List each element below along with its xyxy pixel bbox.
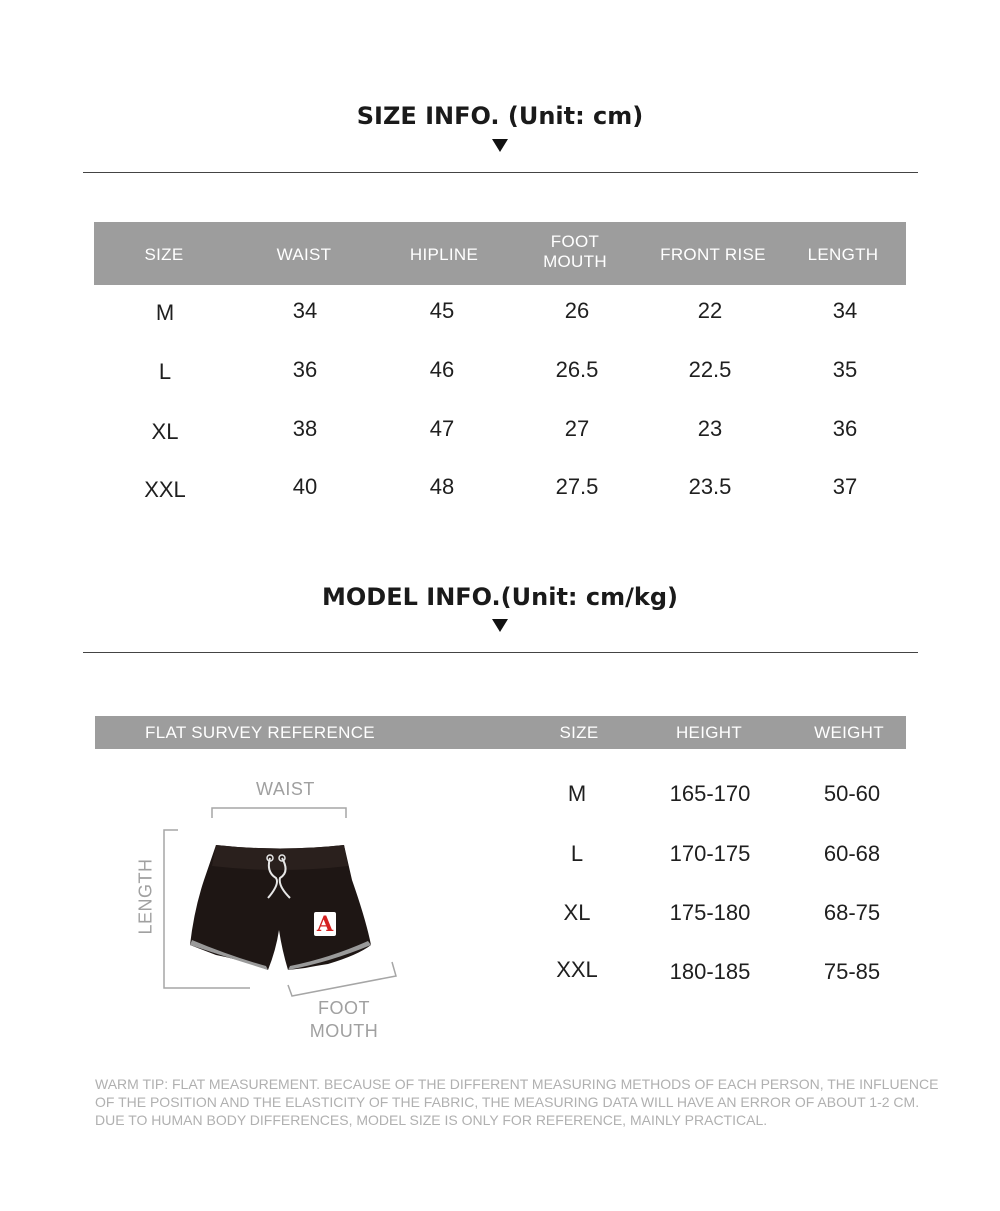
col-height: HEIGHT [675,723,743,742]
front-rise-cell: 22 [697,298,723,323]
height-cell: 180-185 [669,959,751,984]
size-divider [83,172,918,173]
col-foot-mouth: FOOT MOUTH [543,232,607,271]
model-size-cell: XL [563,900,591,925]
length-cell: 34 [832,298,858,323]
height-cell: 175-180 [669,900,751,925]
model-divider [83,652,918,653]
model-table-header [95,716,906,749]
flat-survey-reference-label: FLAT SURVEY REFERENCE [145,723,375,742]
mouth-label: MOUTH [309,1021,379,1041]
weight-cell: 60-68 [823,841,881,866]
weight-cell: 75-85 [823,959,881,984]
foot-mouth-cell: 26 [564,298,590,323]
warm-tip [95,1075,939,1129]
foot-mouth-cell: 27 [564,416,590,441]
front-rise-cell: 23.5 [688,474,732,499]
model-size-cell: L [570,841,584,866]
warm-tip-line: DUE TO HUMAN BODY DIFFERENCES, MODEL SIZE IS ONLY FOR REFERENCE, MAINLY PRACTICAL. [95,1112,768,1128]
front-rise-cell: 22.5 [688,357,732,382]
warm-tip-line: WARM TIP: FLAT MEASUREMENT. BECAUSE OF THE DIFFERENT MEASURING METHODS OF EACH PERSON, THE INFLUENCE [95,1076,939,1092]
down-triangle-icon [492,139,508,152]
hipline-cell: 48 [429,474,455,499]
length-cell: 35 [832,357,858,382]
shorts-illustration [130,770,420,1060]
down-triangle-icon [492,619,508,632]
hipline-cell: 46 [429,357,455,382]
size-table-header [94,222,906,285]
hipline-cell: 47 [429,416,455,441]
weight-cell: 68-75 [823,900,881,925]
hipline-cell: 45 [429,298,455,323]
waist-cell: 40 [292,474,318,499]
foot-mouth-cell: 26.5 [555,357,599,382]
warm-tip-line: OF THE POSITION AND THE ELASTICITY OF THE FABRIC, THE MEASURING DATA WILL HAVE AN ERROR OF ABOUT 1-2 CM. [95,1094,920,1110]
shorts-measurement-diagram [130,770,420,1060]
logo-letter: A [316,911,334,936]
logo-patch [314,912,336,936]
col-front-rise: FRONT RISE [660,245,766,264]
model-size-cell: M [567,781,587,806]
size-info-title: SIZE INFO. (Unit: cm) [356,102,644,130]
front-rise-cell: 23 [697,416,723,441]
col-waist: WAIST [276,245,332,264]
length-cell: 36 [832,416,858,441]
length-cell: 37 [832,474,858,499]
col-length: LENGTH [807,245,879,264]
weight-cell: 50-60 [823,781,881,806]
size-cell: XXL [144,477,186,502]
size-cell: M [155,300,175,325]
waist-label: WAIST [256,779,315,799]
size-cell: L [158,359,172,384]
size-cell: XL [151,419,179,444]
col-hipline: HIPLINE [409,245,479,264]
col-size: SIZE [144,245,184,264]
waist-cell: 38 [292,416,318,441]
height-cell: 170-175 [669,841,751,866]
col-model-size: SIZE [559,723,599,742]
model-info-title: MODEL INFO.(Unit: cm/kg) [322,583,678,611]
foot-label: FOOT [318,998,370,1018]
length-label: LENGTH [135,858,156,935]
waist-cell: 34 [292,298,318,323]
height-cell: 165-170 [669,781,751,806]
model-size-cell: XXL [556,957,598,982]
col-weight: WEIGHT [814,723,884,742]
waist-cell: 36 [292,357,318,382]
foot-mouth-cell: 27.5 [555,474,599,499]
